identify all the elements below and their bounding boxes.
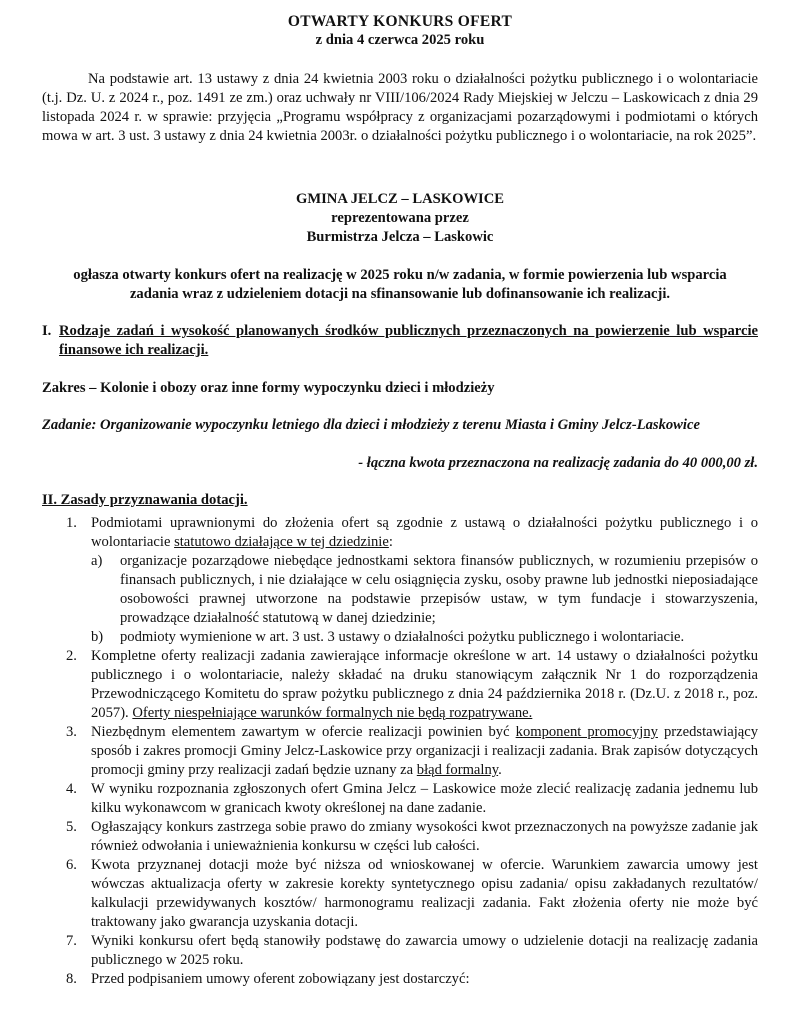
- item-number: 8.: [66, 971, 77, 987]
- item-text: Niezbędnym elementem zawartym w ofercie realizacji powinien być: [91, 724, 516, 740]
- item-number: 2.: [66, 648, 77, 664]
- sub-item-letter: a): [91, 553, 103, 569]
- item-number: 6.: [66, 857, 77, 873]
- list-item: [66, 856, 758, 932]
- list-item: [66, 647, 758, 723]
- item-text: :: [388, 534, 393, 550]
- item-text: Ogłaszający konkurs zastrzega sobie prawo do zmiany wysokości kwot przeznaczonych na powyższe zadanie jak również odwołania i unieważnienia konkursu w części lub całości.: [91, 819, 758, 854]
- task-amount: - łączna kwota przeznaczona na realizację zadania do 40 000,00 zł.: [358, 455, 758, 471]
- item-underlined-text: Oferty niespełniające warunków formalnych nie będą rozpatrywane.: [132, 705, 533, 721]
- intro-paragraph: Na podstawie art. 13 ustawy z dnia 24 kwietnia 2003 roku o działalności pożytku publicznego i o wolontariacie (t.j. Dz. U. z 2024 r., poz. 1491 ze zm.) oraz uchwały nr VIII/106/2024 Rady Miejskiej w Jelczu – Laskowicach z dnia 29 listopada 2024 r. w sprawie: przyjęcia „Programu współpracy z organizacjami pozarządowymi i podmiotami o których mowa w art. 3 ust. 3 ustawy z dnia 24 kwietnia 2003r. o działalności pożytku publicznego i o wolontariacie, na rok 2025”.: [42, 71, 758, 144]
- task-description: Zadanie: Organizowanie wypoczynku letniego dla dzieci i młodzieży z terenu Miasta i Gminy Jelcz-Laskowice: [42, 417, 700, 433]
- section-2-heading: II. Zasady przyznawania dotacji.: [42, 492, 248, 508]
- document-date: z dnia 4 czerwca 2025 roku: [315, 32, 485, 48]
- item-underlined-text: błąd formalny: [416, 762, 499, 778]
- section-1-number: I.: [42, 323, 52, 339]
- organizer-represented: reprezentowana przez: [331, 210, 469, 226]
- scope-line: Zakres – Kolonie i obozy oraz inne formy wypoczynku dzieci i młodzieży: [42, 380, 495, 396]
- item-text: W wyniku rozpoznania zgłoszonych ofert Gmina Jelcz – Laskowice może zlecić realizację zadania jednemu lub kilku wykonawcom w granicach kwoty określonej na dane zadanie.: [91, 781, 758, 816]
- rules-list: [66, 514, 758, 989]
- item-underlined-text: komponent promocyjny: [515, 724, 658, 740]
- organizer-name: GMINA JELCZ – LASKOWICE: [296, 191, 504, 207]
- item-number: 1.: [66, 515, 77, 531]
- section-1-title: Rodzaje zadań i wysokość planowanych środków publicznych przeznaczonych na powierzenie lub wsparcie finansowe ich realizacji.: [59, 323, 758, 358]
- item-text: Kompletne oferty realizacji zadania zawierające informacje określone w art. 14 ustawy o działalności pożytku publicznego i o wolontariacie, należy składać na druku stanowiącym załącznik Nr 1 do rozporządzenia Przewodniczącego Komitetu do spraw pożytku publicznego z dnia 24 października 2018 r. (Dz.U. z 2018 r., poz. 2057).: [91, 648, 758, 721]
- item-text: Przed podpisaniem umowy oferent zobowiązany jest dostarczyć:: [91, 971, 470, 987]
- item-text: .: [498, 762, 502, 778]
- organizer-mayor: Burmistrza Jelcza – Laskowic: [306, 229, 494, 245]
- announcement: ogłasza otwarty konkurs ofert na realizację w 2025 roku n/w zadania, w formie powierzenia lub wsparcia zadania wraz z udzieleniem dotacji na sfinansowanie lub dofinansowanie ich realizacji.: [73, 267, 727, 302]
- list-item: [66, 514, 758, 647]
- list-item: [66, 970, 758, 989]
- item-number: 3.: [66, 724, 77, 740]
- item-number: 4.: [66, 781, 77, 797]
- list-item: [66, 723, 758, 780]
- item-text: Podmiotami uprawnionymi do złożenia ofert są zgodnie z ustawą o działalności pożytku publicznego i o wolontariacie: [91, 515, 758, 550]
- sub-item: [91, 628, 758, 647]
- list-item: [66, 818, 758, 856]
- item-underlined-text: statutowo działające w tej dziedzinie: [174, 534, 389, 550]
- sub-item: [91, 552, 758, 628]
- list-item: [66, 932, 758, 970]
- document-title: OTWARTY KONKURS OFERT: [287, 13, 513, 30]
- list-item: [66, 780, 758, 818]
- section-1-heading: [42, 322, 758, 360]
- item-text: przedstawiający sposób i zakres promocji Gminy Jelcz-Laskowice przy organizacji i realizacji zadania. Brak zapisów dotyczących promocji gminy przy realizacji zadań będzie uznany za: [91, 724, 758, 778]
- sub-item-letter: b): [91, 629, 104, 645]
- item-number: 7.: [66, 933, 77, 949]
- item-number: 5.: [66, 819, 77, 835]
- sub-item-text: podmioty wymienione w art. 3 ust. 3 ustawy o działalności pożytku publicznego i wolontariacie.: [120, 629, 685, 645]
- sub-item-text: organizacje pozarządowe niebędące jednostkami sektora finansów publicznych, w rozumieniu przepisów o finansach publicznych, i nie działające w celu osiągnięcia zysku, osoby prawne lub jednostki nieposiadające osobowości prawnej utworzone na podstawie przepisów ustaw, w tym fundacje i stowarzyszenia, prowadzące działalność statutową w danej dziedzinie;: [120, 553, 758, 626]
- item-text: Wyniki konkursu ofert będą stanowiły podstawę do zawarcia umowy o udzielenie dotacji na realizację zadania publicznego w 2025 roku.: [91, 933, 758, 968]
- item-text: Kwota przyznanej dotacji może być niższa od wnioskowanej w ofercie. Warunkiem zawarcia umowy jest wówczas aktualizacja oferty w zakresie korekty syntetycznego opisu zadania/ opisu zakładanych rezultatów/ kalkulacji przewidywanych kosztów/ harmonogramu realizacji zadania. Fakt złożenia oferty nie może być traktowany jako gwarancja uzyskania dotacji.: [91, 857, 758, 930]
